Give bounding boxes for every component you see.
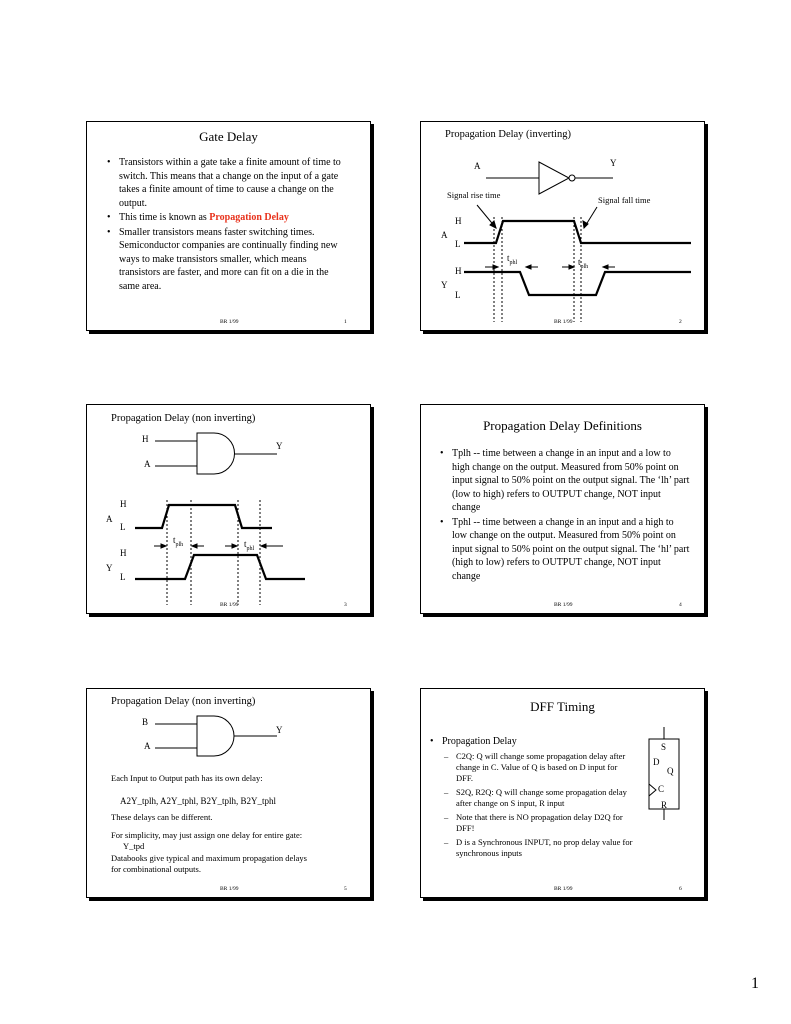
bullet: • Tphl -- time between a change in an input and a high to low change on the output. Measured from 50% point on input signal to 50% point on the output signal. The ‘hl’ part (high to low) refers to OUTPUT change, NOT input change bbox=[440, 516, 690, 584]
slide-number: 4 bbox=[679, 602, 682, 608]
paragraph: for combinational outputs. bbox=[111, 864, 201, 874]
bullet: • Smaller transistors means faster switching times. Semiconductor companies are continually finding new ways to make transistors smaller, which means transistors are faster, and more can fit on a die in the same area. bbox=[107, 226, 347, 294]
tplh-label: $t_{plh}$ bbox=[578, 257, 589, 270]
sub-bullet: – D is a Synchronous INPUT, no prop delay value for synchronous inputs bbox=[444, 837, 634, 859]
slide-title: Propagation Delay (non inverting) bbox=[111, 413, 256, 424]
high-label: H bbox=[120, 548, 127, 558]
ff-s-label: S bbox=[661, 742, 667, 752]
inverter-bubble bbox=[569, 175, 575, 181]
inverter-triangle bbox=[539, 162, 569, 194]
signal-y-label: Y bbox=[106, 563, 113, 573]
bullet-list bbox=[107, 156, 347, 294]
slide-number: 5 bbox=[344, 886, 347, 892]
signal-y-label: Y bbox=[441, 280, 448, 290]
low-label: L bbox=[120, 572, 126, 582]
slide-footer: BR 1/99 bbox=[554, 319, 573, 325]
input-label: A bbox=[144, 741, 151, 751]
rise-time-label: Signal rise time bbox=[447, 190, 501, 200]
output-y-label: Y bbox=[276, 441, 283, 451]
slide-title: DFF Timing bbox=[530, 699, 595, 714]
input-label: H bbox=[142, 434, 149, 444]
dff-symbol bbox=[421, 689, 706, 899]
ff-r-label: R bbox=[661, 800, 668, 810]
signal-a-label: A bbox=[441, 230, 448, 240]
paragraph: Y_tpd bbox=[123, 841, 145, 851]
delay-names: A2Y_tplh, A2Y_tphl, B2Y_tplh, B2Y_tphl bbox=[120, 796, 277, 806]
tphl-label: $t_{phl}$ bbox=[244, 539, 255, 552]
slide-number: 3 bbox=[344, 602, 347, 608]
bullet: • Transistors within a gate take a finite amount of time to switch. This means that a change on the input of a gate takes a finite amount of time to cause a change on the output. bbox=[107, 156, 347, 210]
slide-number: 1 bbox=[344, 319, 347, 325]
page-number: 1 bbox=[751, 975, 759, 992]
bullet: • Tplh -- time between a change in an input and a low to high change on the output. Measured from 50% point on input signal to 50% point on the output signal. The ‘lh’ part (low to high) refers to OUTPUT change, NOT input change bbox=[440, 447, 690, 515]
bullet: • Propagation Delay bbox=[430, 736, 517, 747]
and-gate-timing-diagram bbox=[87, 405, 372, 615]
slide-footer: BR 1/99 bbox=[220, 886, 239, 892]
slide-number: 6 bbox=[679, 886, 682, 892]
tplh-label: $t_{plh}$ bbox=[173, 535, 184, 548]
low-label: L bbox=[455, 290, 461, 300]
sub-bullet: – C2Q: Q will change some propagation delay after change in C. Value of Q is based on D input for DFF. bbox=[444, 751, 634, 784]
low-label: L bbox=[120, 522, 126, 532]
slide-title: Propagation Delay (inverting) bbox=[445, 129, 571, 140]
signal-a-waveform bbox=[135, 505, 272, 528]
low-label: L bbox=[455, 239, 461, 249]
output-y-label: Y bbox=[610, 158, 617, 168]
slide-footer: BR 1/99 bbox=[220, 319, 239, 325]
signal-a-label: A bbox=[106, 514, 113, 524]
and-gate-body bbox=[197, 716, 234, 756]
ff-d-label: D bbox=[653, 757, 660, 767]
sub-bullet: – S2Q, R2Q: Q will change some propagation delay after change on S input, R input bbox=[444, 787, 634, 809]
input-label: B bbox=[142, 717, 149, 727]
slide-4 bbox=[420, 404, 705, 614]
slide-title: Gate Delay bbox=[199, 129, 258, 144]
output-y-label: Y bbox=[276, 725, 283, 735]
slide-footer: BR 1/99 bbox=[554, 602, 573, 608]
fall-time-label: Signal fall time bbox=[598, 195, 651, 205]
paragraph: Databooks give typical and maximum propagation delays bbox=[111, 853, 307, 863]
slide-title: Propagation Delay Definitions bbox=[483, 418, 642, 433]
highlight-term: Propagation Delay bbox=[209, 212, 289, 223]
slide-1 bbox=[86, 121, 371, 331]
slide-5 bbox=[86, 688, 371, 898]
signal-y-waveform bbox=[464, 272, 691, 295]
high-label: H bbox=[455, 266, 462, 276]
high-label: H bbox=[120, 499, 127, 509]
signal-a-waveform bbox=[464, 221, 691, 243]
slide-2 bbox=[420, 121, 705, 331]
input-label: A bbox=[144, 459, 151, 469]
ff-q-label: Q bbox=[667, 766, 674, 776]
paragraph: For simplicity, may just assign one delay for entire gate: bbox=[111, 830, 303, 840]
slide-footer: BR 1/99 bbox=[554, 886, 573, 892]
bullet-list bbox=[440, 447, 690, 584]
high-label: H bbox=[455, 216, 462, 226]
and-gate-body bbox=[197, 433, 235, 474]
ff-c-label: C bbox=[658, 784, 665, 794]
signal-y-waveform bbox=[135, 555, 305, 579]
bullet: • This time is known as Propagation Delay bbox=[107, 211, 347, 225]
slide-number: 2 bbox=[679, 319, 682, 325]
slide-3 bbox=[86, 404, 371, 614]
paragraph: Each Input to Output path has its own delay: bbox=[111, 773, 263, 783]
slide-6 bbox=[420, 688, 705, 898]
tphl-label: $t_{phl}$ bbox=[507, 253, 518, 266]
input-a-label: A bbox=[474, 161, 481, 171]
paragraph: These delays can be different. bbox=[111, 812, 213, 822]
slide-footer: BR 1/99 bbox=[220, 602, 239, 608]
sub-bullet: – Note that there is NO propagation delay D2Q for DFF! bbox=[444, 812, 634, 834]
inverter-timing-diagram bbox=[421, 122, 706, 332]
slide-title: Propagation Delay (non inverting) bbox=[111, 696, 256, 707]
